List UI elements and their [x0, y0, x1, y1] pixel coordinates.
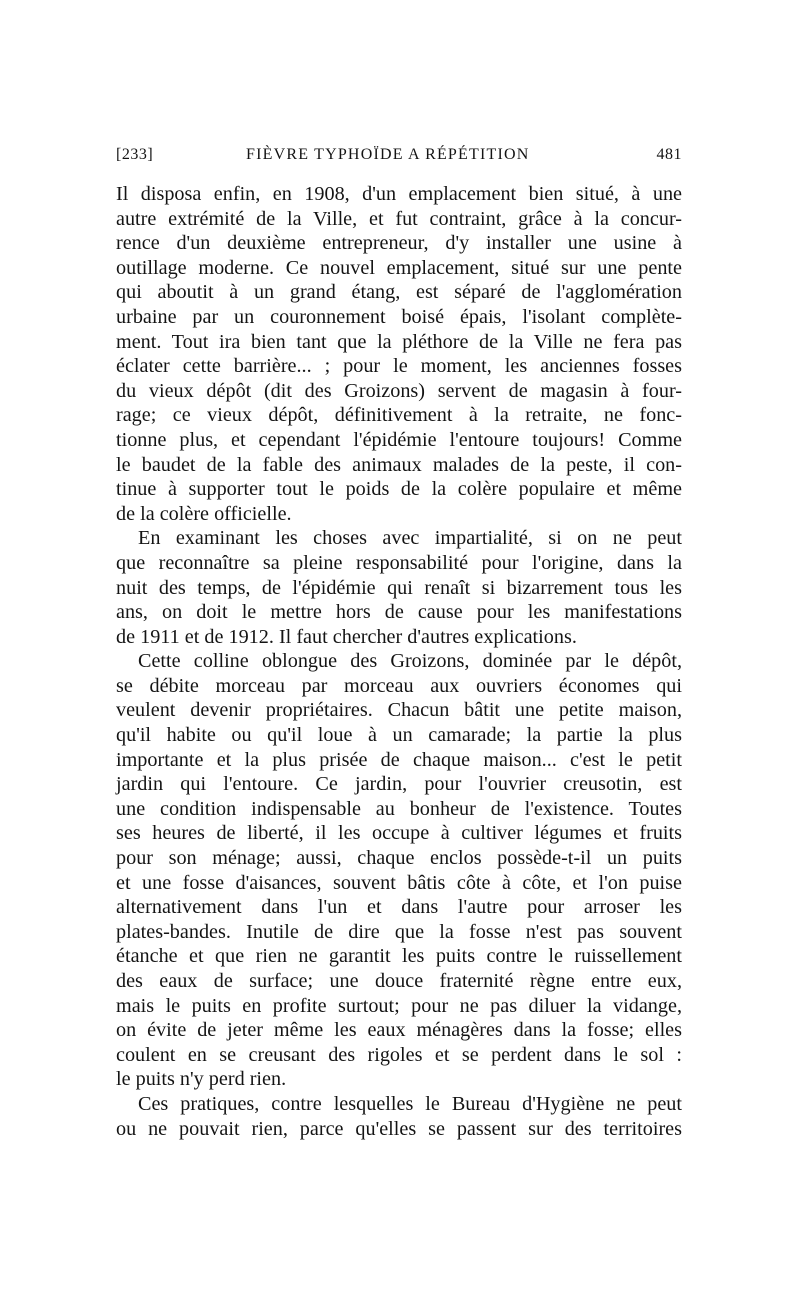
text-line: autre extrémité de la Ville, et fut contraint, grâce à la concur-: [116, 207, 682, 230]
text-line: étanche et que rien ne garantit les puits contre le ruissellement: [116, 945, 682, 968]
running-title: FIÈVRE TYPHOÏDE A RÉPÉTITION: [246, 146, 530, 163]
text-line: on évite de jeter même les eaux ménagères dans la fosse; elles: [116, 1019, 682, 1042]
running-header: [116, 146, 682, 174]
text-line: plates-bandes. Inutile de dire que la fosse n'est pas souvent: [116, 920, 682, 943]
text-line: rage; ce vieux dépôt, définitivement à la retraite, ne fonc-: [116, 404, 682, 427]
text-line: le baudet de la fable des animaux malades de la peste, il con-: [116, 453, 682, 476]
paragraph-start-line: En examinant les choses avec impartialité, si on ne peut: [138, 527, 682, 550]
text-line: de 1911 et de 1912. Il faut chercher d'autres explications.: [116, 625, 577, 648]
text-line: mais le puits en profite surtout; pour ne pas diluer la vidange,: [116, 994, 682, 1017]
text-line: importante et la plus prisée de chaque maison... c'est le petit: [116, 748, 682, 771]
section-marker: [233]: [116, 146, 154, 163]
text-line: ou ne pouvait rien, parce qu'elles se passent sur des territoires: [116, 1117, 682, 1140]
page-number: 481: [656, 146, 682, 163]
text-line: une condition indispensable au bonheur de l'existence. Toutes: [116, 797, 682, 820]
text-line: qui aboutit à un grand étang, est séparé de l'agglomération: [116, 281, 682, 304]
text-line: jardin qui l'entoure. Ce jardin, pour l'ouvrier creusotin, est: [116, 773, 682, 796]
text-line: se débite morceau par morceau aux ouvriers économes qui: [116, 674, 682, 697]
text-line: ses heures de liberté, il les occupe à cultiver légumes et fruits: [116, 822, 682, 845]
text-line: pour son ménage; aussi, chaque enclos possède-t-il un puits: [116, 847, 682, 870]
text-line: du vieux dépôt (dit des Groizons) servent de magasin à four-: [116, 379, 682, 402]
text-line: outillage moderne. Ce nouvel emplacement, situé sur une pente: [116, 256, 682, 279]
text-line: ment. Tout ira bien tant que la pléthore de la Ville ne fera pas: [116, 330, 682, 353]
text-line: que reconnaître sa pleine responsabilité pour l'origine, dans la: [116, 551, 682, 574]
text-line: qu'il habite ou qu'il loue à un camarade; la partie la plus: [116, 724, 682, 747]
text-line: nuit des temps, de l'épidémie qui renaît si bizarrement tous les: [116, 576, 682, 599]
text-line: coulent en se creusant des rigoles et se perdent dans le sol :: [116, 1043, 682, 1066]
text-line: Il disposa enfin, en 1908, d'un emplacement bien situé, à une: [116, 183, 682, 205]
body-text: [116, 182, 682, 1141]
paragraph-start-line: Ces pratiques, contre lesquelles le Bureau d'Hygiène ne peut: [138, 1092, 682, 1115]
text-line: des eaux de surface; une douce fraternité règne entre eux,: [116, 970, 682, 992]
paragraph-start-line: Cette colline oblongue des Groizons, dominée par le dépôt,: [138, 650, 682, 673]
text-line: de la colère officielle.: [116, 502, 292, 525]
text-line: et une fosse d'aisances, souvent bâtis côte à côte, et l'on puise: [116, 871, 682, 894]
text-line: urbaine par un couronnement boisé épais, l'isolant complète-: [116, 305, 682, 328]
text-line: éclater cette barrière... ; pour le moment, les anciennes fosses: [116, 355, 682, 378]
text-line: alternativement dans l'un et dans l'autre pour arroser les: [116, 896, 682, 919]
text-line: tinue à supporter tout le poids de la colère populaire et même: [116, 478, 682, 501]
text-line: le puits n'y perd rien.: [116, 1068, 287, 1091]
text-line: ans, on doit le mettre hors de cause pour les manifestations: [116, 601, 682, 624]
text-line: tionne plus, et cependant l'épidémie l'entoure toujours! Comme: [116, 428, 682, 451]
text-line: rence d'un deuxième entrepreneur, d'y installer une usine à: [116, 232, 682, 255]
text-line: veulent devenir propriétaires. Chacun bâtit une petite maison,: [116, 699, 682, 722]
